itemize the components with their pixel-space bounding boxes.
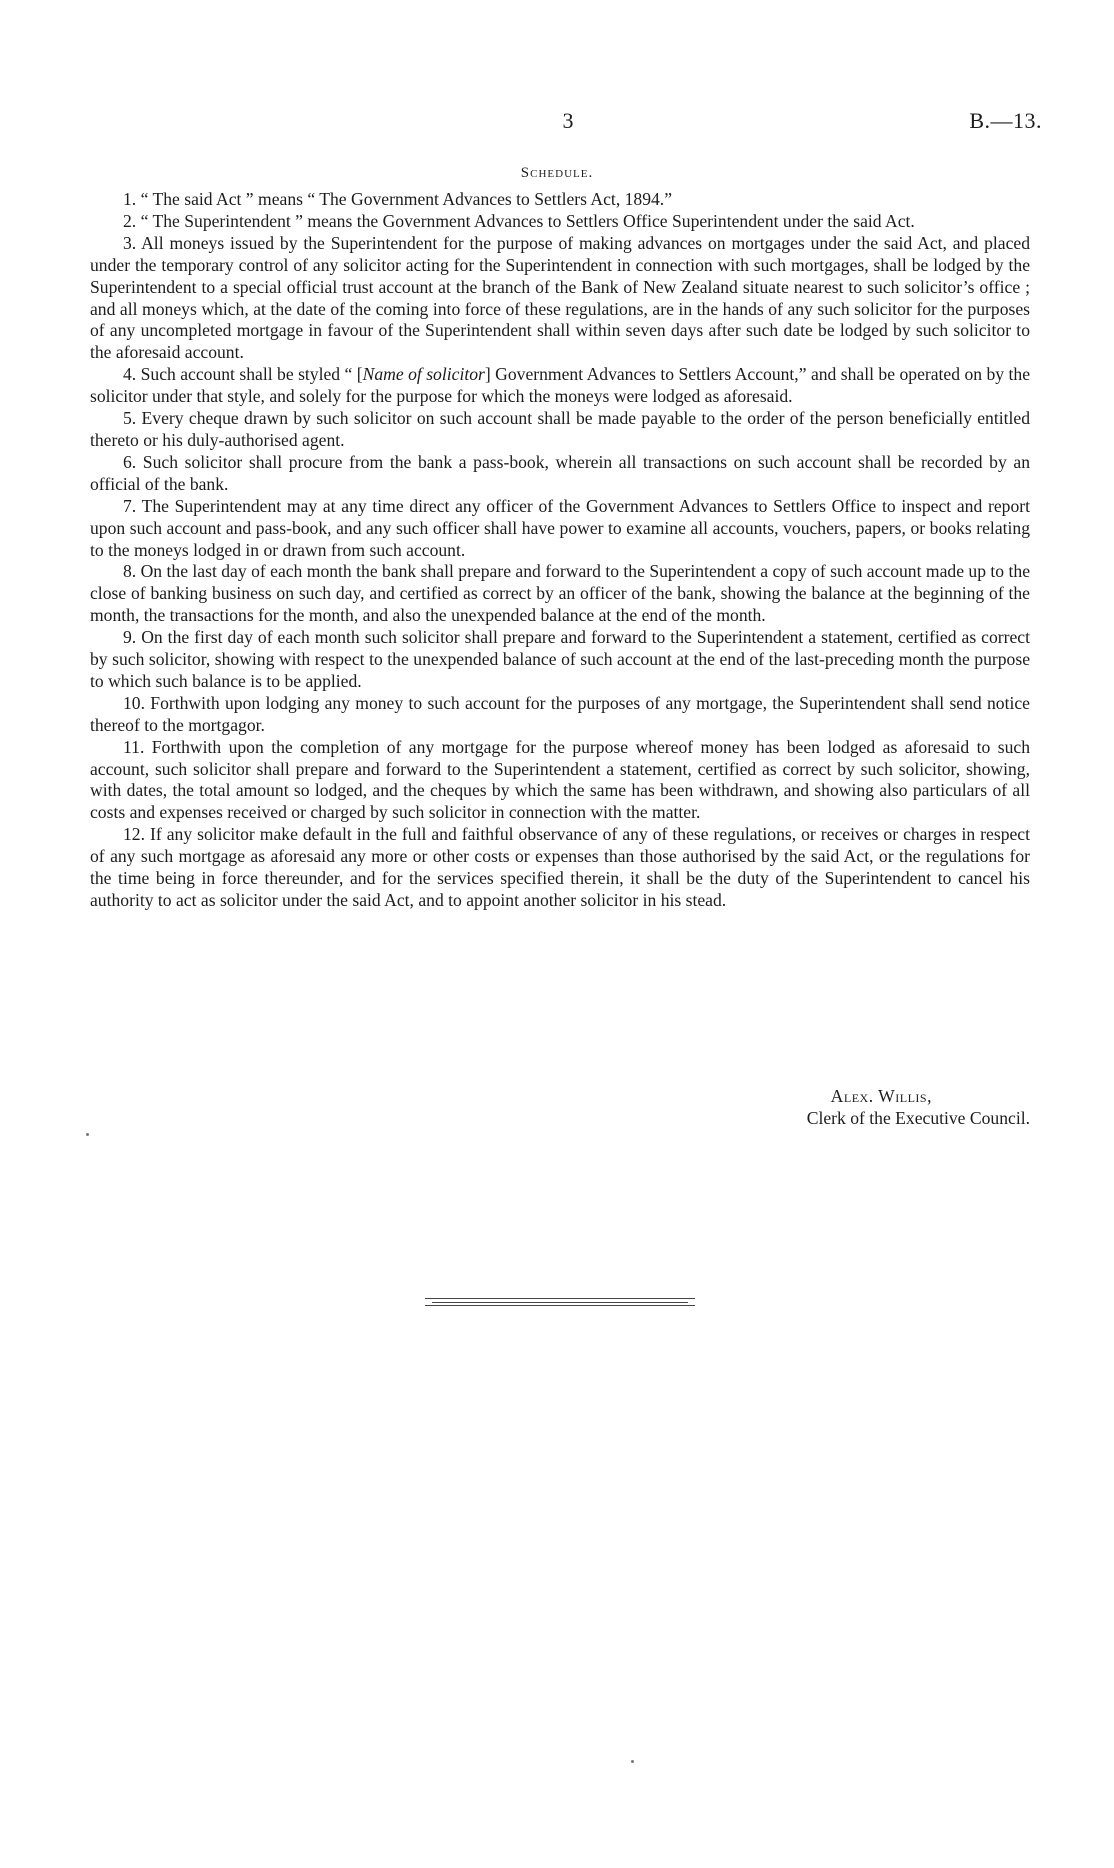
paper-speck <box>86 1133 89 1136</box>
signature-block <box>0 1086 1030 1130</box>
clause-10: 10. Forthwith upon lodging any money to such account for the purposes of any mortgage, the Superintendent shall send notice thereof to the mortgagor. <box>90 692 1030 735</box>
clause-7: 7. The Superintendent may at any time direct any officer of the Government Advances to Settlers Office to inspect and report upon such account and pass-book, and any such officer shall have power to examine all accounts, vouchers, papers, or books relating to the moneys lodged in or drawn from such account. <box>90 495 1030 560</box>
clause-6: 6. Such solicitor shall procure from the bank a pass-book, wherein all transactions on such account shall be recorded by an official of the bank. <box>90 451 1030 494</box>
clause-11: 11. Forthwith upon the completion of any mortgage for the purpose whereof money has been lodged as aforesaid to such account, such solicitor shall prepare and forward to the Superintendent a statement, certified as correct by such solicitor, showing, with dates, the total amount so lodged, and the cheques by which the same has been withdrawn, and showing also particulars of all costs and expenses received or charged by such solicitor in connection with the matter. <box>90 736 1030 823</box>
page-number: 3 <box>562 108 574 133</box>
signatory-name: Alex. Willis, <box>830 1086 932 1106</box>
clause-4-before: 4. Such account shall be styled “ [ <box>123 364 363 385</box>
clause-1: 1. “ The said Act ” means “ The Government Advances to Settlers Act, 1894.” <box>123 189 673 209</box>
clause-4-after: ] Government Advances to Settlers Account,” and shall be operated on by the solicitor under that style, and solely for the purpose for which the moneys were lodged as aforesaid. <box>90 364 1031 407</box>
schedule-body <box>90 189 1030 912</box>
paper-speck <box>631 1760 634 1763</box>
schedule-heading: Schedule. <box>520 165 594 181</box>
clause-2: 2. “ The Superintendent ” means the Government Advances to Settlers Office Superintendent under the said Act. <box>123 210 915 231</box>
clause-9: 9. On the first day of each month such solicitor shall prepare and forward to the Superintendent a statement, certified as correct by such solicitor, showing with respect to the unexpended balance of such account at the end of the last-preceding month the purpose to which such balance is to be applied. <box>90 627 1030 691</box>
clause-12: 12. If any solicitor make default in the full and faithful observance of any of these regulations, or receives or charges in respect of any such mortgage as aforesaid any more or other costs or expenses than those authorised by the said Act, or the regulations for the time being in force thereunder, and for the services specified therein, it shall be the duty of the Superintendent to cancel his authority to act as solicitor under the said Act, and to appoint another solicitor in his stead. <box>90 824 1030 910</box>
clause-8: 8. On the last day of each month the bank shall prepare and forward to the Superintendent a copy of such account made up to the close of banking business on such day, and certified as correct by an officer of the bank, showing the balance at the beginning of the month, the transactions for the month, and also the unexpended balance at the end of the month. <box>90 561 1030 626</box>
clause-4-placeholder: Name of solicitor <box>362 364 485 385</box>
document-reference-code: B.—13. <box>969 108 1042 133</box>
signatory-title: Clerk of the Executive Council. <box>806 1107 1030 1128</box>
closing-rule-bottom <box>425 1305 695 1306</box>
closing-rule-middle <box>432 1302 688 1303</box>
clause-4 <box>90 364 1030 408</box>
closing-rule-top <box>425 1298 695 1299</box>
clause-3: 3. All moneys issued by the Superintendent for the purpose of making advances on mortgages under the said Act, and placed under the temporary control of any solicitor acting for the Superintendent in connection with such mortgages, shall be lodged by the Superintendent to a special official trust account at the branch of the Bank of New Zealand situate nearest to such solicitor’s office ; and all moneys which, at the date of the coming into force of these regulations, are in the hands of any such solicitor for the purposes of any uncompleted mortgage in favour of the Superintendent shall within seven days after such date be lodged by such solicitor to the aforesaid account. <box>90 232 1030 363</box>
clause-5: 5. Every cheque drawn by such solicitor on such account shall be made payable to the order of the person beneficially entitled thereto or his duly-authorised agent. <box>90 408 1030 450</box>
